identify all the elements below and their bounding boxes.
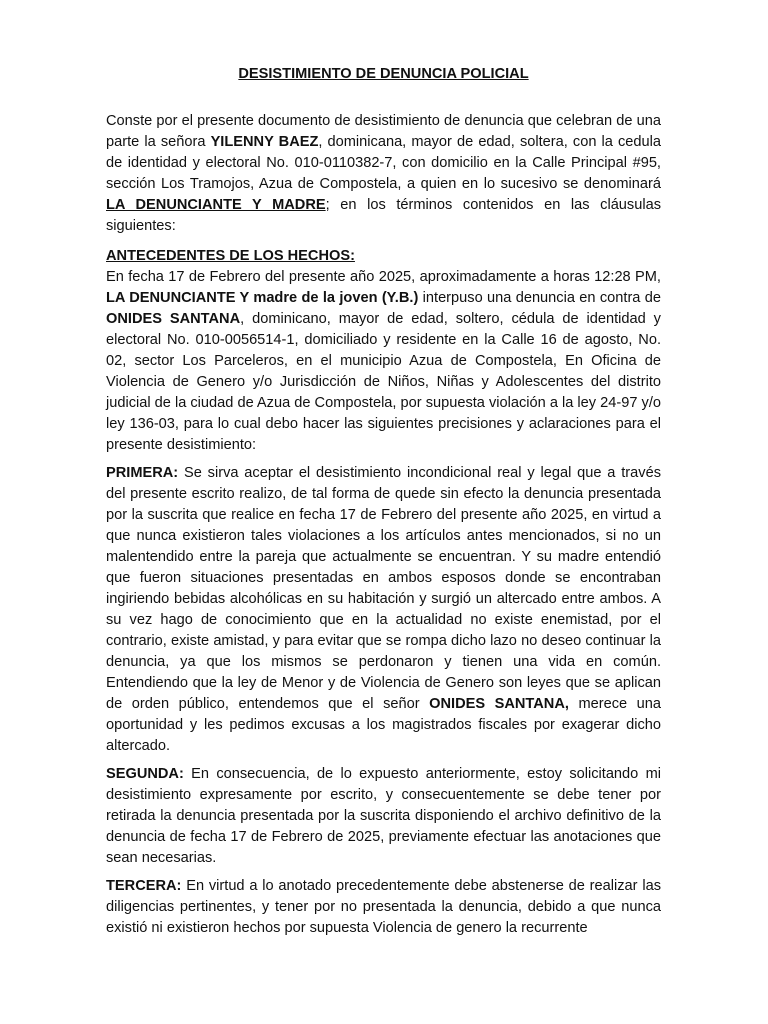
tercera-clause [106,876,661,939]
primera-accused-name: ONIDES SANTANA, [429,696,569,712]
document-title: DESISTIMIENTO DE DENUNCIA POLICIAL [238,66,529,82]
segunda-clause [106,764,661,869]
primera-text-2: merece una oportunidad y les pedimos excusas a los magistrados fiscales por exagerar dicho altercado. [106,696,662,754]
intro-text-1: Conste por el presente documento de desistimiento de denuncia que celebran de una parte la señora [106,113,661,150]
segunda-text: En consecuencia, de lo expuesto anteriormente, estoy solicitando mi desistimiento expresamente por escrito, y consecuentemente se debe tener por retirada la denuncia presentada por la suscrita disponiendo el archivo definitivo de la denuncia de fecha 17 de Febrero de 2025, previamente efectuar las anotaciones que sean necesarias. [106,766,661,866]
antecedentes-heading: ANTECEDENTES DE LOS HECHOS: [106,248,355,264]
primera-clause [106,463,661,757]
antecedentes-text-1: En fecha 17 de Febrero del presente año 2025, aproximadamente a horas 12:28 PM, [106,269,661,285]
antecedentes-text-3: , dominicano, mayor de edad, soltero, cédula de identidad y electoral No. 010-0056514-1, domiciliado y residente en la Calle 16 de agosto, No. 02, sector Los Parceleros, en el municipio Azua de Compostela, En Oficina de Violencia de Genero y/o Jurisdicción de Niños, Niñas y Adolescentes del distrito judicial de la ciudad de Azua de Compostela, por supuesta violación a la ley 24-97 y/o ley 136-03, para lo cual debo hacer las siguientes precisiones y aclaraciones para el presente desistimiento: [106,311,661,453]
antecedentes-paragraph [106,267,661,456]
antecedentes-text-2: interpuso una denuncia en contra de [418,290,661,306]
intro-text-3: ; en los términos contenidos en las cláusulas siguientes: [106,197,661,234]
complainant-role: LA DENUNCIANTE Y MADRE [106,197,326,213]
primera-text-1: Se sirva aceptar el desistimiento incondicional real y legal que a través del presente escrito realizo, de tal forma de quede sin efecto la denuncia presentada por la suscrita que realice en fecha 17 de Febrero del presente año 2025, en virtud a que nunca existieron tales violaciones a los artículos antes mencionados, si no un malentendido entre la pareja que actualmente se encuentran. Y su madre entendió que fueron situaciones presentadas en ambos esposos donde se encontraban ingiriendo bebidas alcohólicas en su habitación y surgió un altercado entre ambos. A su vez hago de conocimiento que en la actualidad no existe enemistad, por el contrario, existe amistad, y para evitar que se rompa dicho lazo no deseo continuar la denuncia, ya que los mismos se perdonaron y tienen una vida en común. Entendiendo que la ley de Menor y de Violencia de Genero son leyes que se aplican de orden público, entendemos que el señor [106,465,661,712]
complainant-name: YILENNY BAEZ [210,134,319,150]
tercera-label: TERCERA: [106,878,182,894]
document-page [106,64,661,946]
accused-name: ONIDES SANTANA [106,311,241,327]
tercera-text: En virtud a lo anotado precedentemente debe abstenerse de realizar las diligencias pertinentes, y tener por no presentada la denuncia, debido a que nunca existió ni existieron hechos por supuesta Violencia de genero la recurrente [106,878,661,936]
intro-text-2: , dominicana, mayor de edad, soltera, con la cedula de identidad y electoral No. 010-0110382-7, con domicilio en la Calle Principal #95, sección Los Tramojos, Azua de Compostela, a quien en lo sucesivo se denominará [106,134,661,192]
segunda-label: SEGUNDA: [106,766,184,782]
antecedentes-bold-1: LA DENUNCIANTE Y madre de la joven (Y.B.) [106,290,419,306]
primera-label: PRIMERA: [106,465,179,481]
intro-paragraph [106,111,661,237]
